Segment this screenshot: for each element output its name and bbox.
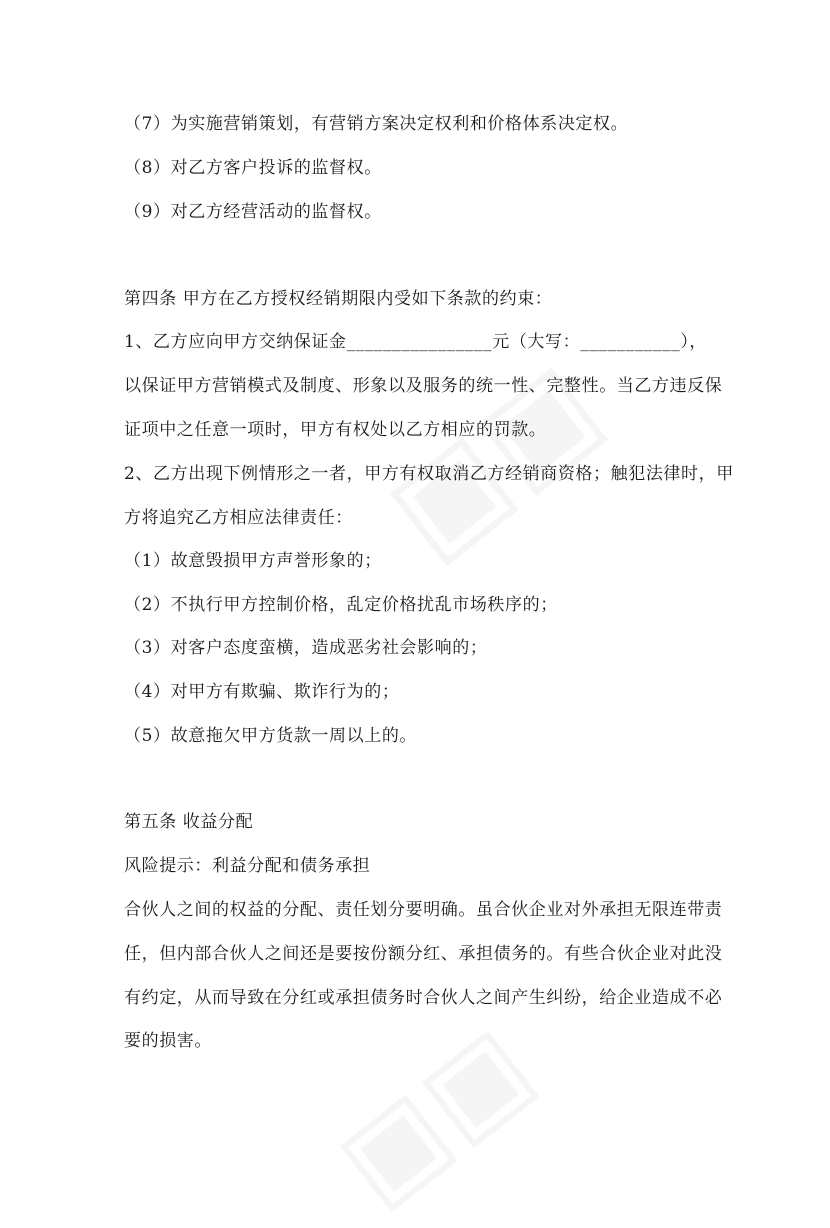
paragraph-line: 1、乙方应向甲方交纳保证金________________元（大写：___________）， — [124, 332, 708, 352]
clause-item-7: （7）为实施营销策划，有营销方案决定权利和价格体系决定权。 — [124, 114, 629, 134]
article-5-heading: 第五条 收益分配 — [124, 812, 254, 832]
clause-item-9: （9）对乙方经营活动的监督权。 — [124, 202, 382, 222]
list-item: （2）不执行甲方控制价格，乱定价格扰乱市场秩序的； — [124, 595, 558, 615]
paragraph-line: 任，但内部合伙人之间还是要按份额分红、承担债务的。有些合伙企业对此没 — [124, 944, 723, 964]
paragraph-line: 合伙人之间的权益的分配、责任划分要明确。虽合伙企业对外承担无限连带责 — [124, 900, 723, 920]
paragraph-line: 有约定，从而导致在分红或承担债务时合伙人之间产生纠纷，给企业造成不必 — [124, 988, 723, 1008]
paragraph-line: 要的损害。 — [124, 1031, 212, 1051]
article-4-heading: 第四条 甲方在乙方授权经销期限内受如下条款的约束： — [124, 289, 553, 309]
clause-item-8: （8）对乙方客户投诉的监督权。 — [124, 158, 382, 178]
paragraph-line: 以保证甲方营销模式及制度、形象以及服务的统一性、完整性。当乙方违反保 — [124, 376, 723, 396]
risk-tip-heading: 风险提示：利益分配和债务承担 — [124, 856, 371, 876]
paragraph-line: 证项中之任意一项时，甲方有权处以乙方相应的罚款。 — [124, 420, 547, 440]
list-item: （1）故意毁损甲方声誉形象的； — [124, 551, 382, 571]
list-item: （4）对甲方有欺骗、欺诈行为的； — [124, 682, 400, 702]
paragraph-line: 方将追究乙方相应法律责任： — [124, 508, 353, 528]
list-item: （3）对客户态度蛮横，造成恶劣社会影响的； — [124, 638, 488, 658]
list-item: （5）故意拖欠甲方货款一周以上的。 — [124, 726, 418, 746]
watermark-mark — [313, 1000, 556, 1228]
watermark-mark — [361, 335, 625, 584]
paragraph-line: 2、乙方出现下例情形之一者，甲方有权取消乙方经销商资格；触犯法律时，甲 — [124, 464, 734, 484]
